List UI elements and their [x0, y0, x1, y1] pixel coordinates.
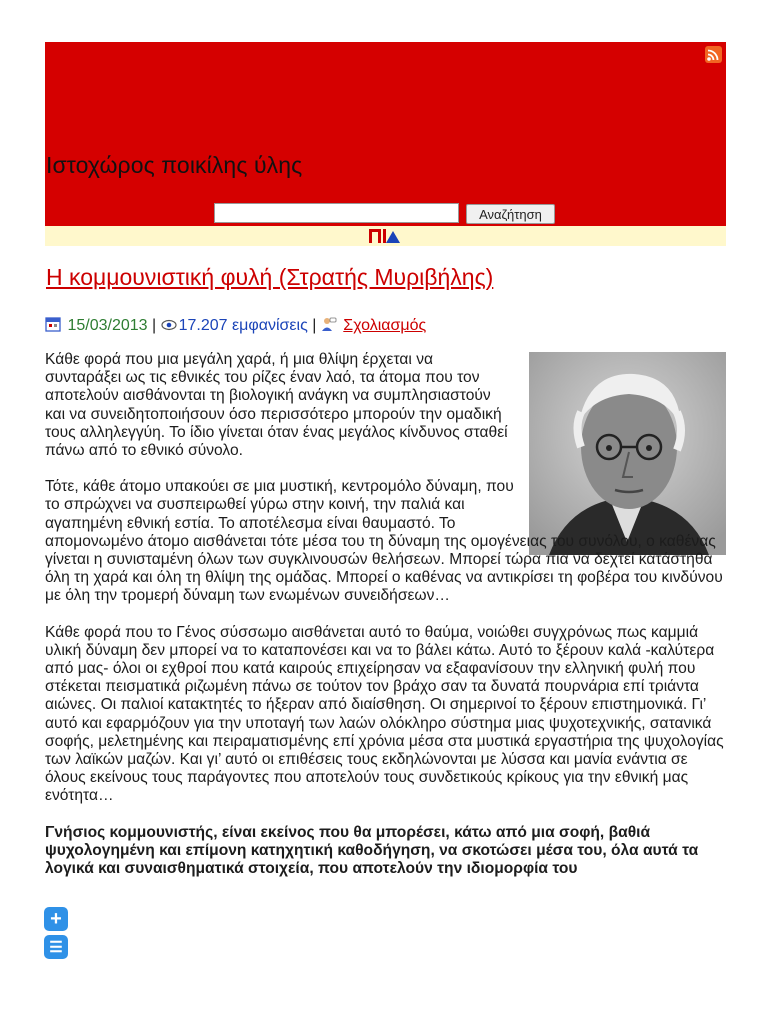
- eye-icon: [161, 318, 177, 332]
- comment-user-icon: [321, 316, 337, 332]
- post-meta: [45, 316, 426, 335]
- post-date: 15/03/2013: [67, 317, 148, 334]
- search-input[interactable]: [214, 203, 459, 223]
- plus-icon[interactable]: +: [44, 907, 68, 931]
- comments-link[interactable]: Σχολιασμός: [343, 317, 427, 334]
- post-views: 17.207 εμφανίσεις: [178, 317, 308, 334]
- article-paragraph: Κάθε φορά που μια μεγάλη χαρά, ή μια θλίψη έρχεται να συνταράξει ως τις εθνικές του ρίζες έναν λαό, τα άτομα που τον αποτελούν αισθάνονται τη βιολογική ανάγκη να συμπλησιαστούν και να συνειδητοποιήσουν όσο περισσότερο μπορούν την ομαδική τους αλληλεγγύη. Το ίδιο γίνεται όταν ένας μεγάλος κίνδυνος σταθεί πάνω από το εθνικό σύνολο.: [45, 351, 508, 460]
- meta-separator: |: [151, 317, 157, 334]
- article-bold-paragraph: Γνήσιος κομμουνιστής, είναι εκείνος που θα μπορέσει, κάτω από μια σοφή, βαθιά ψυχολογημένη και επίμονη κατηχητική καθοδήγηση, να σκοτώσει μέσα του, όλα αυτά τα λογικά και συναισθηματικά στοιχεία, που αποτελούν την ιδιομορφία του: [45, 823, 699, 878]
- menu-icon[interactable]: ☰: [44, 935, 68, 959]
- logo-strip: [45, 226, 726, 246]
- portrait-wrap-spacer: [526, 478, 726, 532]
- site-title[interactable]: Ιστοχώρος ποικίλης ύλης: [46, 152, 303, 178]
- calendar-icon: [45, 316, 61, 332]
- site-header: [45, 42, 726, 226]
- floating-buttons: [44, 907, 70, 963]
- article-body: [45, 351, 726, 896]
- article-paragraph: Κάθε φορά που το Γένος σύσσωμο αισθάνεται αυτό το θαύμα, νοιώθει συγχρόνως πως καμμιά υλική δύναμη δεν μπορεί να το καταπονέσει και να το βάλει κάτω. Αυτό το ξέρουν καλά -καλύτερα από μας- όλοι οι εχθροί που κατά καιρούς επιχείρησαν να εξαφανίσουν την ελληνική φυλή που στέκεται πεισματικά ριζωμένη πάνω σε τούτον τον βράχο σαν τα δυνατά πουρνάρια επί τριάντα αιώνες. Οι παλιοί κατακτητές το ήξεραν από διαίσθηση. Οι σημερινοί το ξέρουν επιστημονικά. Γι’ αυτό και εφαρμόζουν για την υποταγή των λαών ολόκληρο σύστημα μιας ψυχοτεχνικής, σατανικά σοφής, μελετημένης και πειραματισμένης επί χρόνια μέσα στα μυστικά εργαστήρια της ψυχολογίας των λαϊκών μαζών. Και γι’ αυτό οι επιθέσεις τους εκδηλώνονται με λύσσα και μανία ενάντια σε όλους εκείνους τους παράγοντες που αποτελούν τους συνδετικούς κρίκους για την εθνική μας ενότητα…: [45, 623, 724, 805]
- article-paragraph: Τότε, κάθε άτομο υπακούει σε μια μυστική, κεντρομόλο δύναμη, που το σπρώχνει να συσπειρωθεί γύρω στην κοινή, την παλιά και αγαπημένη εθνική εστία. Το αποτέλεσμα είναι θαυμαστό. Το απομονωμένο άτομο αισθάνεται τότε μέσα του τη δύναμη της ομογένειας του συνόλου, ο καθένας γίνεται η συνισταμένη όλων των συγκλινουσών θελήσεων. Μπορεί τώρα πια να δεχτεί κατάστηθα όλη τη χαρά και όλη τη θλίψη της ομάδας. Μπορεί ο καθένας να αντικρίσει τη φοβέρα του κινδύνου με όλη την τρομερή δύναμη των ενωμένων συνειδήσεων…: [45, 478, 726, 605]
- meta-separator: |: [312, 317, 317, 334]
- rss-icon[interactable]: [705, 46, 722, 63]
- search-button[interactable]: Αναζήτηση: [466, 204, 555, 224]
- post-title[interactable]: Η κομμουνιστική φυλή (Στρατής Μυριβήλης): [46, 264, 494, 290]
- pd-logo-icon[interactable]: [369, 228, 403, 244]
